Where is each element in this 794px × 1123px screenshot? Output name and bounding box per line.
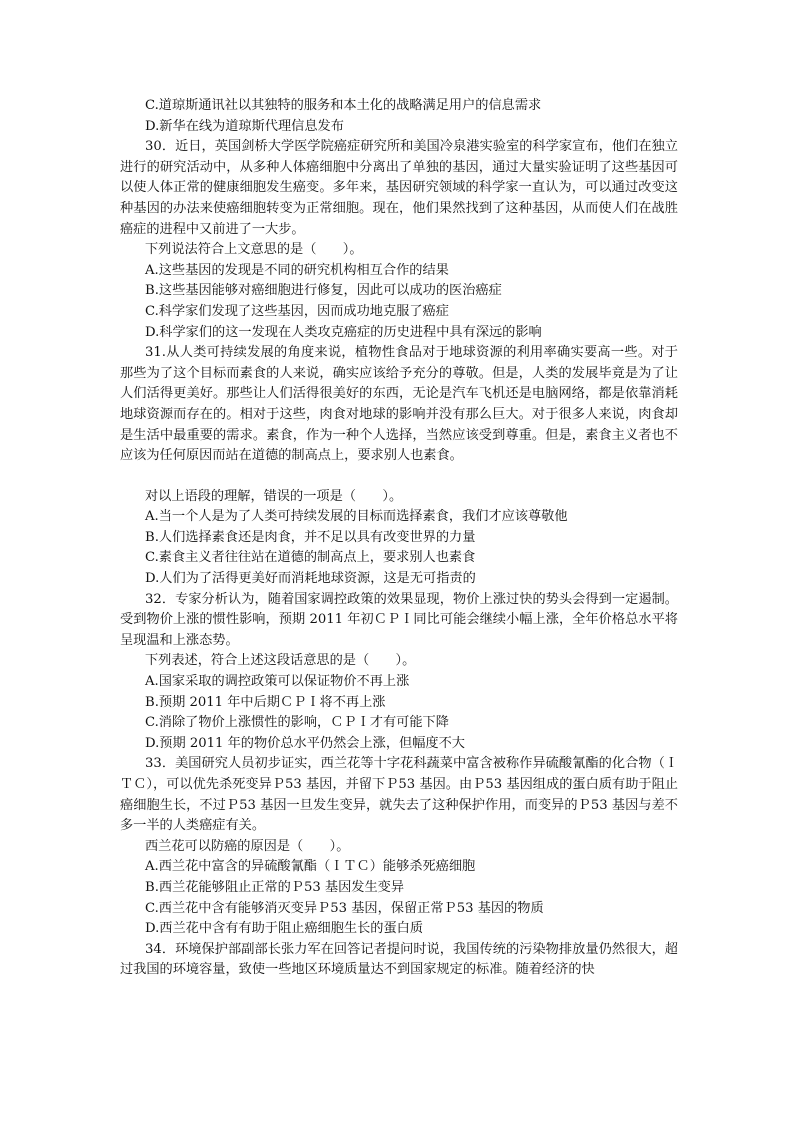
q29-option-c: C.道琼斯通讯社以其独特的服务和本土化的战略满足用户的信息需求 bbox=[145, 98, 542, 113]
q32-option-a: A.国家采取的调控政策可以保证物价不再上涨 bbox=[145, 674, 410, 690]
q31-option-c: C.素食主义者往往站在道德的制高点上，要求别人也素食 bbox=[145, 550, 476, 566]
q31-question: 对以上语段的理解，错误的一项是（ ）。 bbox=[145, 488, 403, 504]
exam-page bbox=[120, 96, 678, 981]
q31-option-b: B.人们选择素食还是肉食，并不足以具有改变世界的力量 bbox=[145, 529, 476, 545]
q30-option-c: C.科学家们发现了这些基因，因而成功地克服了癌症 bbox=[145, 303, 449, 319]
q33-question: 西兰花可以防癌的原因是（ ）。 bbox=[145, 838, 350, 854]
question-29-tail bbox=[120, 96, 678, 137]
question-33 bbox=[120, 754, 678, 939]
q32-passage: 32．专家分析认为，随着国家调控政策的效果显现，物价上涨过快的势头会得到一定遏制。受到物价上涨的惯性影响，预期 2011 年初ＣＰＩ同比可能会继续小幅上涨，全年价格总水平将呈现温和上涨态势。 bbox=[120, 591, 678, 648]
question-31 bbox=[120, 343, 678, 590]
q31-option-a: A.当一个人是为了人类可持续发展的目标而选择素食，我们才应该尊敬他 bbox=[145, 509, 568, 525]
q30-passage: 30．近日，英国剑桥大学医学院癌症研究所和美国冷泉港实验室的科学家宣布，他们在独立进行的研究活动中，从多种人体癌细胞中分离出了单独的基因，通过大量实验证明了这些基因可以使人体正常的健康细胞发生癌变。多年来，基因研究领域的科学家一直认为，可以通过改变这种基因的办法来使癌细胞转变为正常细胞。现在，他们果然找到了这种基因，从而使人们在战胜癌症的进程中又前进了一大步。 bbox=[120, 139, 678, 237]
question-32 bbox=[120, 590, 678, 755]
q33-option-c: C.西兰花中含有能够消灭变异Ｐ53 基因，保留正常Ｐ53 基因的物质 bbox=[145, 900, 544, 916]
blank-line bbox=[120, 467, 678, 487]
q32-option-d: D.预期 2011 年的物价总水平仍然会上涨，但幅度不大 bbox=[145, 735, 465, 751]
q29-option-d: D.新华在线为道琼斯代理信息发布 bbox=[145, 118, 344, 134]
q31-option-d: D.人们为了活得更美好而消耗地球资源，这是无可指责的 bbox=[145, 571, 476, 587]
question-30 bbox=[120, 137, 678, 343]
q34-passage: 34．环境保护部副部长张力军在回答记者提问时说，我国传统的污染物排放量仍然很大，超过我国的环境容量，致使一些地区环境质量达不到国家规定的标准。随着经济的快 bbox=[120, 941, 678, 978]
q30-question: 下列说法符合上文意思的是（ ）。 bbox=[145, 242, 363, 258]
q33-option-b: B.西兰花能够阻止正常的Ｐ53 基因发生变异 bbox=[145, 879, 405, 895]
q33-option-a: A.西兰花中富含的异硫酸氰酯（ＩＴＣ）能够杀死癌细胞 bbox=[145, 859, 476, 875]
q32-option-c: C.消除了物价上涨惯性的影响，ＣＰＩ才有可能下降 bbox=[145, 715, 449, 731]
q30-option-d: D.科学家们的这一发现在人类攻克癌症的历史进程中具有深远的影响 bbox=[145, 324, 542, 340]
q32-question: 下列表述，符合上述这段话意思的是（ ）。 bbox=[145, 653, 416, 669]
q31-passage: 31.从人类可持续发展的角度来说，植物性食品对于地球资源的利用率确实要高一些。对于那些为了这个目标而素食的人来说，确实应该给予充分的尊敬。但是，人类的发展毕竟是为了让人们活得更美好。那些让人们活得很美好的东西，无论是汽车飞机还是电脑网络，都是依靠消耗地球资源而存在的。相对于这些，肉食对地球的影响并没有那么巨大。对于很多人来说，肉食却是生活中最重要的需求。素食，作为一种个人选择，当然应该受到尊重。但是，素食主义者也不应该为任何原因而站在道德的制高点上，要求别人也素食。 bbox=[120, 345, 678, 464]
question-34 bbox=[120, 940, 678, 981]
q30-option-a: A.这些基因的发现是不同的研究机构相互合作的结果 bbox=[145, 262, 449, 278]
q32-option-b: B.预期 2011 年中后期ＣＰＩ将不再上涨 bbox=[145, 694, 386, 710]
q30-option-b: B.这些基因能够对癌细胞进行修复，因此可以成功的医治癌症 bbox=[145, 283, 502, 299]
q33-passage: 33．美国研究人员初步证实，西兰花等十字花科蔬菜中富含被称作异硫酸氰酯的化合物（ＩＴＣ），可以优先杀死变异Ｐ53 基因，并留下Ｐ53 基因。由Ｐ53 基因组成的蛋白质有助于阻止癌细胞生长，不过Ｐ53 基因一旦发生变异，就失去了这种保护作用，而变异的Ｐ53 基因与差不多一半的人类癌症有关。 bbox=[120, 756, 678, 834]
q33-option-d: D.西兰花中含有有助于阻止癌细胞生长的蛋白质 bbox=[145, 921, 424, 937]
